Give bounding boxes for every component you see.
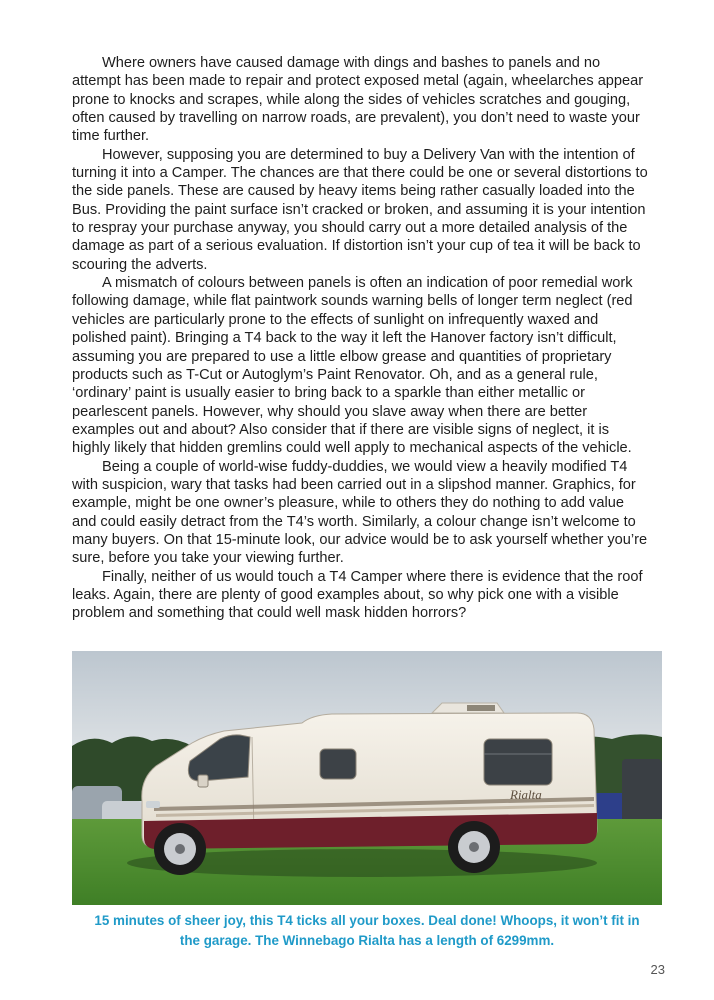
rear-wheel [448, 821, 500, 873]
paragraph: Being a couple of world-wise fuddy-duddies, we would view a heavily modified T4 with suspicion, wary that tasks had been carried out in a slipshod manner. Graphics, for example, might be one owner’s pleasure, while to others they do nothing to add value and could easily detract from the T4’s worth. Similarly, a colour change isn’t welcome to many buyers. On that 15-minute look, our advice would be to ask yourself whether you’re sure, before you take your viewing further. [72, 458, 648, 567]
campervan-illustration [72, 651, 662, 905]
caption-line: 15 minutes of sheer joy, this T4 ticks all your boxes. Deal done! Whoops, it won’t fit in [94, 913, 640, 928]
rear-window [484, 739, 552, 785]
paragraph: A mismatch of colours between panels is often an indication of poor remedial work following damage, while flat paintwork sounds warning bells of longer term neglect (red vehicles are particularly prone to the effects of sunlight on infrequently waxed and polished paint). Bringing a T4 back to the way it left the Hanover factory isn’t difficult, assuming you are prepared to use a little elbow grease and quantities of proprietary products such as T-Cut or Autoglym’s Paint Renovator. Oh, and as a general rule, ‘ordinary’ paint is usually easier to bring back to a sparkle than either metallic or pearlescent panels. However, why should you slave away when there are better examples out and about? Also consider that if there are visible signs of neglect, it is highly likely that hidden gremlins could well apply to mechanical aspects of the vehicle. [72, 275, 633, 457]
side-window [320, 749, 356, 779]
article-body [72, 54, 650, 623]
paragraph: Where owners have caused damage with dings and bashes to panels and no attempt has been made to repair and protect exposed metal (again, wheelarches appear prone to knocks and scrapes, while along the sides of vehicles scratches and gouging, often caused by travelling on narrow roads, are prevalent), you don’t need to waste your time further. [72, 55, 644, 145]
page-number: 23 [650, 962, 665, 977]
headlight [146, 801, 160, 808]
front-wheel [154, 823, 206, 875]
campervan-photo [72, 651, 662, 905]
rialta-decal: Rialta [510, 787, 542, 802]
side-mirror [198, 775, 208, 787]
photo-caption [60, 911, 674, 950]
caption-line: the garage. The Winnebago Rialta has a length of 6299mm. [179, 932, 555, 948]
paragraph: Finally, neither of us would touch a T4 Camper where there is evidence that the roof leaks. Again, there are plenty of good examples about, so why pick one with a visible problem and something that could well mask hidden horrors? [72, 568, 643, 622]
paragraph: However, supposing you are determined to buy a Delivery Van with the intention of turning it into a Camper. The chances are that there could be one or several distortions to the side panels. These are caused by heavy items being rather casually loaded into the Bus. Providing the paint surface isn’t cracked or broken, and assuming it is your intention to respray your purchase anyway, you should carry out a more detailed analysis of the damage as part of a serious evaluation. If distortion isn’t your cup of tea it will be back to scouring the adverts. [72, 146, 648, 273]
